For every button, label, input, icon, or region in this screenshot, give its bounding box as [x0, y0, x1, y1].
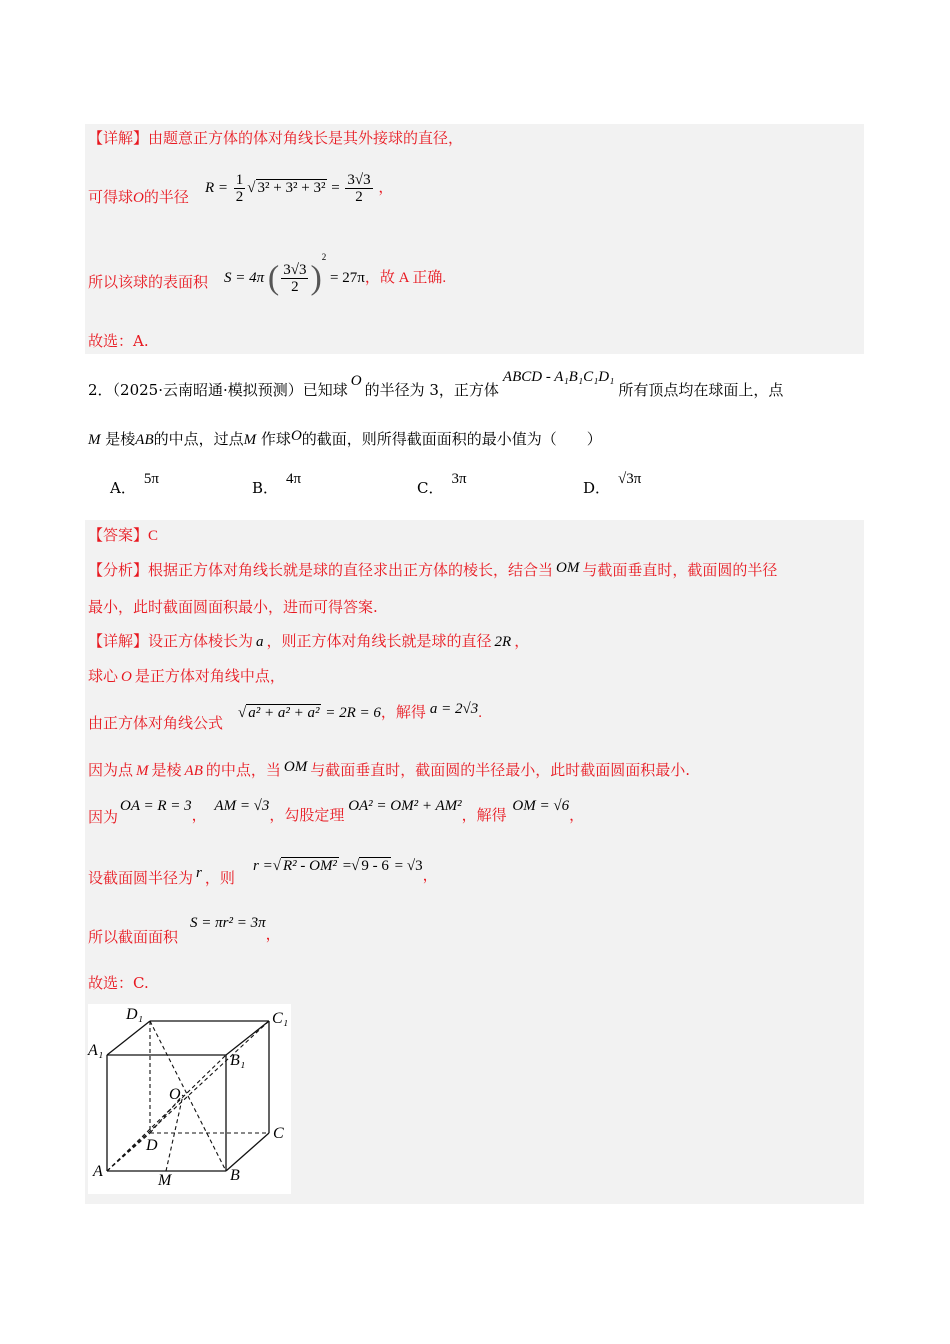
d5a: 因为 [88, 808, 119, 826]
area-calc [190, 914, 281, 943]
r-radicand: R² - OM² [282, 858, 337, 874]
edge-A1D1 [107, 1021, 150, 1055]
detail-tag-2: 【详解】 [88, 632, 149, 650]
question-t6: 的截面，则所得截面面积的最小值为（ ） [301, 430, 602, 448]
d3b: ，解得 [380, 705, 426, 721]
d5d: ，解得 [461, 808, 507, 824]
square-exp: 2 [321, 252, 327, 262]
pythagoras-eq: OA² = OM² + AM² [348, 798, 462, 814]
d2b: 是正方体对角线中点， [134, 667, 285, 685]
label-C: C [273, 1125, 284, 1142]
d3c: . [478, 705, 483, 721]
analysis-text-2: 与截面垂直时，截面圆的半径 [582, 561, 778, 579]
var-O2: O [290, 428, 302, 444]
var-OM: OM [556, 560, 580, 576]
detail-tag: 【详解】 [88, 129, 149, 147]
label-C1: C₁ [272, 1010, 289, 1027]
cube-name: ABCD - A₁B₁C₁D₁ [502, 369, 615, 385]
var-2R: 2R [494, 634, 512, 650]
edge-C1B1 [226, 1021, 269, 1055]
label-B1: B₁ [230, 1052, 246, 1069]
d4a: 因为点 [88, 761, 134, 779]
var-a: a [256, 634, 264, 650]
d4c: 的中点，当 [205, 761, 281, 779]
right-paren: ) [310, 259, 322, 297]
question-t2: 所有顶点均在球面上，点 [618, 381, 784, 399]
choose-A: 故选：A. [88, 332, 149, 350]
label-D: D [146, 1137, 158, 1154]
question-line-1 [88, 369, 784, 401]
option-c-letter: C． [417, 479, 444, 497]
var-O: O [350, 373, 362, 389]
d6a: 设截面圆半径为 [88, 869, 194, 887]
inner-fraction [281, 262, 308, 295]
OA-eq: OA = R = 3 [120, 798, 192, 814]
S-eq: S = πr² = 3π [190, 915, 266, 931]
question-t3: 是棱 [105, 430, 136, 448]
diag-D1B [150, 1021, 226, 1171]
radius-line [88, 187, 189, 208]
detail-2-line-6 [88, 865, 235, 889]
var-AB-3: AB [184, 763, 203, 779]
var-M-3: M [136, 763, 149, 779]
label-A: A [93, 1163, 103, 1180]
option-c[interactable] [417, 471, 467, 499]
result-num: 3√3 [347, 172, 371, 188]
var-AB: AB [135, 432, 154, 448]
option-d[interactable] [583, 471, 642, 499]
detail-2-line-3 [88, 713, 223, 733]
var-M: M [88, 432, 101, 448]
analysis-line-1 [88, 560, 777, 581]
var-O-center: O [121, 669, 132, 685]
var-O: O [133, 190, 144, 206]
d3a: 由正方体对角线公式 [88, 714, 224, 732]
d7a: 所以截面面积 [88, 928, 179, 946]
a-value: a = 2√3 [429, 701, 479, 717]
d5b: ， [191, 808, 207, 824]
question-source: （2025·云南昭通·模拟预测）已知球 [112, 381, 348, 399]
radius-prefix: 可得球 [88, 188, 134, 206]
question-t1: 的半径为 3，正方体 [364, 381, 499, 399]
question-t4: 的中点，过点 [153, 430, 244, 448]
choose-C: 故选：C. [88, 974, 149, 992]
answer-line [88, 525, 158, 546]
cube-figure [88, 1004, 291, 1194]
diagonal-formula: √ a² + a² + a² = 2R = 6，解得 a = 2√3. [238, 701, 483, 721]
AM-eq: AM = √3 [214, 798, 270, 814]
S-lhs: S = 4π [224, 270, 265, 286]
choose-line-1 [88, 331, 149, 351]
edge-CB [226, 1133, 269, 1171]
surface-line [88, 272, 208, 292]
detail-2-line-4 [88, 760, 690, 781]
half-fraction [234, 172, 246, 205]
r-lhs: r = [253, 858, 273, 874]
OM-eq: OM = √6 [512, 798, 570, 814]
d5c: ，勾股定理 [269, 808, 345, 824]
d6c: ， [422, 868, 438, 884]
option-d-value: √3π [618, 471, 642, 487]
answer-value: C [148, 528, 159, 544]
radius-mid: 的半径 [143, 188, 189, 206]
surface-prefix: 所以该球的表面积 [88, 273, 209, 291]
label-M: M [158, 1172, 172, 1189]
half-den: 2 [235, 189, 244, 205]
detail-2-line-1 [88, 631, 529, 652]
label-O: O [169, 1086, 181, 1103]
question-line-2 [88, 429, 602, 450]
d6b: ，则 [204, 869, 235, 887]
equals: = [331, 179, 340, 196]
result-den: 2 [355, 189, 363, 205]
radicand: 3² + 3² + 3² [257, 179, 326, 196]
detail-2-line-2 [88, 666, 285, 687]
inner-num: 3√3 [283, 262, 307, 279]
result-fraction [345, 172, 372, 205]
var-r: r [196, 865, 202, 881]
surface-post: ，故 A 正确. [364, 270, 447, 286]
d2a: 球心 [88, 667, 119, 685]
option-a[interactable] [110, 471, 159, 499]
detail-line-1 [88, 128, 463, 148]
d7b: ， [265, 927, 281, 943]
question-number: 2． [88, 381, 113, 399]
option-a-letter: A． [110, 479, 136, 497]
inner-den: 2 [291, 279, 299, 296]
label-A1: A₁ [88, 1042, 104, 1059]
radius-formula: R = $\frac{1}{2}$ √ 3² + 3² + 3² = $\frac{3√3}{2}$ ， [205, 172, 394, 205]
option-b[interactable] [252, 471, 302, 499]
R-lhs: R = [205, 179, 229, 196]
diag-rhs: = 2R = 6 [325, 705, 381, 721]
cube-diagram [88, 1004, 291, 1194]
detail-text: 由题意正方体的体对角线长是其外接球的直径， [148, 129, 464, 147]
option-b-value: 4π [286, 471, 302, 487]
r-radicand-2: 9 - 6 [361, 858, 389, 874]
diag-AB1 [107, 1055, 226, 1171]
analysis-text-1: 根据正方体对角线长就是球的直径求出正方体的棱长，结合当 [148, 561, 554, 579]
d1b: ，则正方体对角线长就是球的直径 [266, 632, 492, 650]
analysis-text-3: 最小，此时截面圆面积最小，进而可得答案. [88, 598, 378, 616]
detail-2-line-7 [88, 927, 178, 947]
var-M2: M [243, 432, 257, 448]
radius-calc: r =√ R² - OM² =√ 9 - 6 = √3， [253, 858, 438, 884]
analysis-tag: 【分析】 [88, 561, 149, 579]
half-num: 1 [235, 172, 244, 188]
surface-formula [224, 248, 446, 296]
pythagoras-line [120, 797, 585, 824]
choose-line-2 [88, 973, 149, 993]
question-t5: 作球 [260, 430, 291, 448]
S-rhs: = 27π [330, 270, 365, 286]
detail-2-line-5 [88, 807, 118, 827]
solution-block-1 [85, 124, 864, 354]
r-mid-eq: = [342, 858, 352, 874]
var-OM-2: OM [283, 759, 308, 775]
option-a-value: 5π [143, 471, 159, 487]
d4d: 与截面垂直时，截面圆的半径最小，此时截面圆面积最小. [310, 761, 690, 779]
analysis-line-2 [88, 597, 378, 617]
diag-radicand: a² + a² + a² [248, 705, 320, 721]
option-c-value: 3π [451, 471, 467, 487]
d4b: 是棱 [151, 761, 182, 779]
r-rhs: = √3 [394, 858, 423, 874]
label-D1: D₁ [126, 1006, 144, 1023]
left-paren: ( [267, 259, 280, 297]
d1c: ， [514, 632, 530, 650]
option-d-letter: D． [583, 479, 611, 497]
comma: ， [378, 179, 394, 196]
d1a: 设正方体棱长为 [148, 632, 254, 650]
label-B: B [230, 1167, 240, 1184]
option-b-letter: B． [252, 479, 279, 497]
d5e: ， [569, 808, 585, 824]
answer-tag: 【答案】 [88, 526, 149, 544]
